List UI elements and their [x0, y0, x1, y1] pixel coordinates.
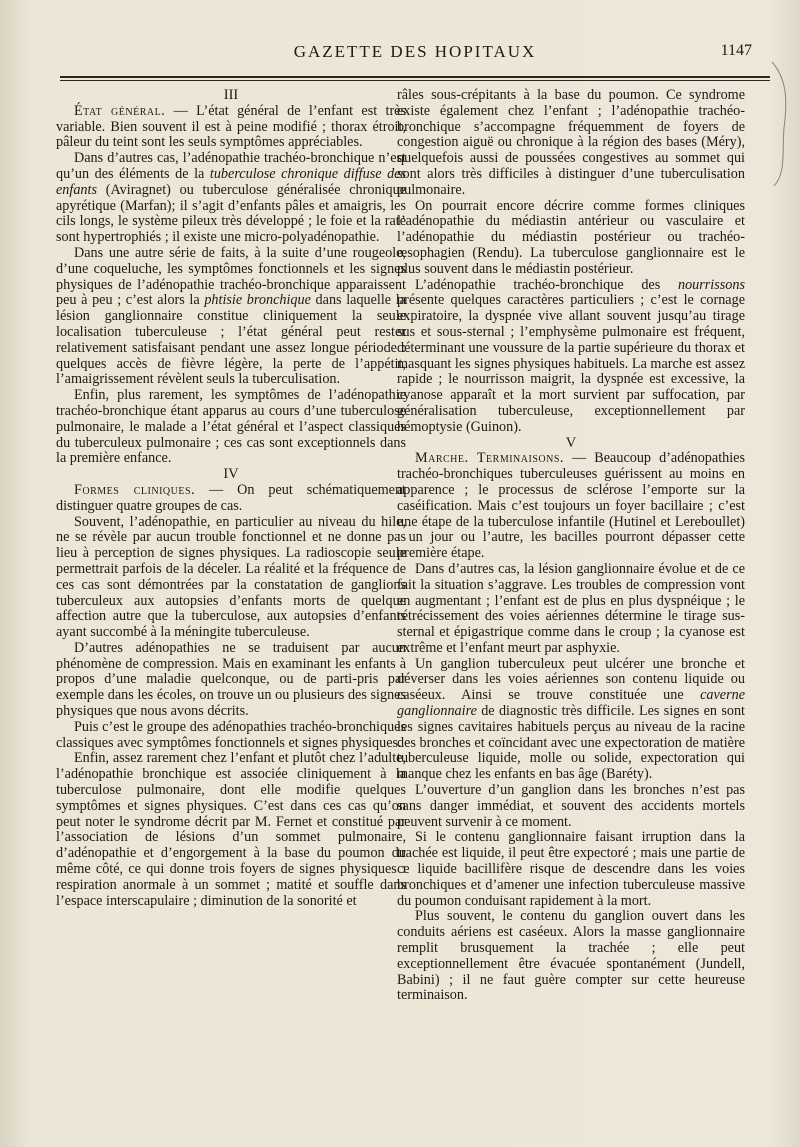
paragraph: Puis c’est le groupe des adénopathies trachéo-bronchiques classiques avec symptômes fonctionnels et signes physiques. — [56, 718, 406, 751]
section-lead: Formes cliniques. — [74, 481, 196, 498]
paragraph: Enfin, assez rarement chez l’enfant et plutôt chez l’adulte, l’adénopathie bronchique est associée cliniquement à la tuberculose pulmonaire, dont elle modifie quelques symptômes et signes physiques. C’est dans ces cas qu’on peut noter le syndrome décrit par M. Fernet et constitué par l’association de lésions d’un sommet pulmonaire, d’adénopathie et d’engorgement à la base du poumon du même côté, ce qui donne trois foyers de signes physiques : respiration anormale à un sommet ; matité et souffle dans l’espace interscapulaire ; diminution de la sonorité et — [56, 750, 406, 909]
paragraph-continued: râles sous-crépitants à la base du poumon. Ce syndrome existe également chez l’enfant ; l’adénopathie trachéo-bronchique s’accompagne fréquemment de foyers de congestion aiguë ou chronique à la région des bases (Méry), quelquefois aussi de poussées congestives au sommet qui sont alors très difficiles à distinguer d’une tuberculisation pulmonaire. — [397, 87, 745, 198]
italic-term: nourrissons — [677, 276, 745, 293]
paragraph: L’adénopathie trachéo-bronchique des nourrissons présente quelques caractères particuliers ; c’est le cornage expiratoire, la dyspnée vive allant souvent jusqu’au tirage sus et sous-sternal ; l’emphysème pulmonaire est fréquent, déterminant une voussure de la partie supérieure du thorax et masquant les signes physiques habituels. La marche est assez rapide ; le nourrisson maigrit, la dyspnée est excessive, la cyanose apparaît et la mort survient par suffocation, par généralisation tuberculeuse, exceptionnellement par hémoptysie (Guinon). — [397, 276, 745, 435]
italic-term: tuberculose chronique diffuse des enfants — [56, 165, 406, 198]
left-column — [56, 88, 406, 909]
section-lead: Marche. Terminaisons. — [415, 450, 564, 467]
paragraph: On pourrait encore décrire comme formes cliniques l’adénopathie du médiastin antérieur ou vasculaire et l’adénopathie du médiastin postérieur ou trachéo-œsophagien (Rendu). La tuberculose ganglionnaire est le plus souvent dans le médiastin postérieur. — [397, 197, 745, 277]
paragraph: Si le contenu ganglionnaire faisant irruption dans la trachée est liquide, il peut être expectoré ; mais une partie de ce liquide bacillifère risque de descendre dans les voies bronchiques et d’amener une infection tuberculeuse massive du poumon conduisant rapidement à la mort. — [397, 829, 745, 909]
paragraph: L’ouverture d’un ganglion dans les bronches n’est pas sans danger immédiat, et souvent des accidents mortels peuvent survenir à ce moment. — [397, 782, 745, 830]
header-rule-thick — [60, 76, 770, 78]
page-number: 1147 — [720, 42, 752, 59]
right-column — [397, 88, 745, 1004]
paragraph: D’autres adénopathies ne se traduisent par aucun phénomène de compression. Mais en examinant les enfants à propos d’une maladie quelconque, ou de parti-pris par exemple dans les écoles, on trouve un ou plusieurs des signes physiques que nous avons décrits. — [56, 639, 406, 720]
italic-term: phtisie bronchique — [204, 292, 311, 309]
paragraph: Formes cliniques. — On peut schématiquement distinguer quatre groupes de cas. — [56, 481, 406, 514]
paragraph: Un ganglion tuberculeux peut ulcérer une bronche et déverser dans les voies aériennes son contenu liquide ou caséeux. Ainsi se trouve constituée une caverne ganglionnaire de diagnostic très difficile. Les signes en sont les signes cavitaires habituels perçus au niveau de la racine des bronches et coïncidant avec une expectoration de matière tuberculeuse liquide, molle ou solide, expectoration qui manque chez les enfants en bas âge (Baréty). — [397, 655, 745, 783]
section-number-v: V — [565, 434, 577, 451]
paragraph: Marche. Terminaisons. — Beaucoup d’adénopathies trachéo-bronchiques tuberculeuses guérissent au moins en apparence ; le processus de sclérose l’emporte sur la caséification. Mais c’est toujours un foyer bacillaire ; c’est une étape de la tuberculose infantile (Hutinel et Lereboullet) : un jour ou l’autre, les bacilles pourront dépasser cette première étape. — [397, 450, 745, 562]
section-number-iii: III — [223, 87, 239, 103]
section-lead: État général. — [74, 102, 166, 119]
italic-term: caverne ganglionnaire — [397, 687, 745, 720]
header-rule-thin — [60, 80, 770, 81]
paragraph: Enfin, plus rarement, les symptômes de l’adénopathie trachéo-bronchique étant apparus au cours d’une tuberculose pulmonaire, le malade a l’état général et l’aspect classiques du tuberculeux pulmonaire ; ces cas sont exceptionnels dans la première enfance. — [56, 387, 406, 467]
journal-title: GAZETTE DES HOPITAUX — [293, 42, 537, 61]
page-header — [60, 42, 770, 72]
page-edge-curl — [768, 58, 792, 188]
paragraph: Dans d’autres cas, l’adénopathie trachéo-bronchique n’est qu’un des éléments de la tuberculose chronique diffuse des enfants (Aviragnet) ou tuberculose généralisée chronique apyrétique (Marfan); il s’agit d’enfants pâles et amaigris, les cils longs, le système pileux très développé ; le foie et la rate sont hypertrophiés ; il existe une micro-polyadénopathie. — [56, 150, 406, 246]
paragraph: État général. — L’état général de l’enfant est très variable. Bien souvent il est à peine modifié ; thorax étroit, pâleur du teint sont les seuls symptômes appréciables. — [56, 102, 407, 151]
paragraph: Souvent, l’adénopathie, en particulier au niveau du hile, ne se révèle par aucun trouble fonctionnel et ne donne pas lieu à perception de signes physiques. La radioscopie seule permettrait parfois de la déceler. La réalité et la fréquence de ces cas sont démontrées par la constatation de ganglions tuberculeux aux autopsies d’enfants morts de quelque affection autre que la tuberculose, aux autopsies d’enfants ayant succombé à la méningite tuberculeuse. — [56, 513, 406, 641]
section-number-iv: IV — [223, 466, 239, 483]
paragraph: Plus souvent, le contenu du ganglion ouvert dans les conduits aériens est caséeux. Alors la masse ganglionnaire remplit brusquement la trachée ; elle peut exceptionnellement être évacuée spontanément (Jundell, Babini) ; il ne faut guère compter sur cette heureuse terminaison. — [397, 908, 745, 1004]
paragraph: Dans une autre série de faits, à la suite d’une rougeole, d’une coqueluche, les symptômes fonctionnels et les signes physiques de l’adénopathie trachéo-bronchique apparaissent peu à peu ; c’est alors la phtisie bronchique dans laquelle la lésion ganglionnaire constitue cliniquement la seule localisation tuberculeuse ; l’état général peut rester relativement satisfaisant pendant une assez longue période : quelques accès de fièvre légère, la perte de l’appétit, l’amaigrissement révèlent seuls la tuberculisation. — [56, 244, 406, 388]
paragraph: Dans d’autres cas, la lésion ganglionnaire évolue et de ce fait la situation s’aggrave. Les troubles de compression vont en augmentant ; l’enfant est de plus en plus dyspnéique ; le rétrécissement des voies aériennes détermine le tirage sus-sternal et épigastrique comme dans le croup ; la cyanose est extrême et l’enfant meurt par asphyxie. — [397, 560, 745, 656]
